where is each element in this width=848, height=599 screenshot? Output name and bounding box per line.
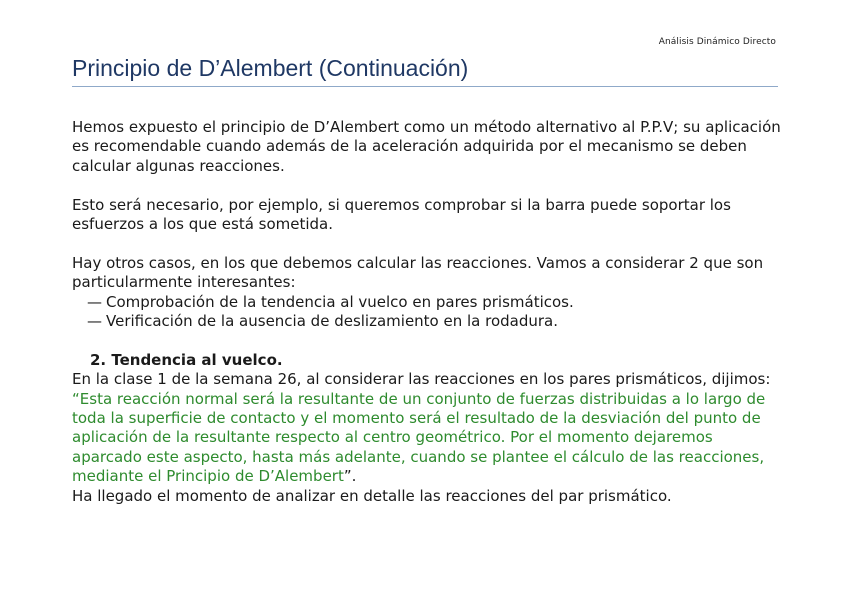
section-heading-text: 2. Tendencia al vuelco bbox=[90, 350, 277, 369]
section-heading bbox=[72, 351, 784, 370]
page-title: Principio de D’Alembert (Continuación) bbox=[72, 55, 469, 81]
paragraph-quote bbox=[72, 370, 784, 486]
paragraph-gap bbox=[72, 331, 784, 350]
quote-lead: En la clase 1 de la semana 26, al considerar las reacciones en los pares prismáticos, dijimos: bbox=[72, 370, 771, 389]
list-item bbox=[72, 312, 784, 331]
paragraph-gap bbox=[72, 234, 784, 253]
section-heading-end: . bbox=[276, 350, 283, 369]
paragraph-intro: Hemos expuesto el principio de D’Alembert como un método alternativo al P.P.V; su aplicación es recomendable cuando además de la aceleración adquirida por el mecanismo se deben calcular algunas reacciones. bbox=[72, 118, 781, 175]
header-label: Análisis Dinámico Directo bbox=[658, 37, 776, 47]
slide-body bbox=[72, 118, 784, 506]
list-dash: — bbox=[87, 292, 102, 311]
quote-close-mark: ”. bbox=[343, 467, 357, 486]
list-item bbox=[72, 293, 784, 312]
paragraph-other-cases: Hay otros casos, en los que debemos calcular las reacciones. Vamos a considerar 2 que son particularmente interesantes: bbox=[72, 253, 764, 292]
quoted-text: Esta reacción normal será la resultante de un conjunto de fuerzas distribuidas a lo largo de toda la superficie de contacto y el momento será el resultado de la desviación del punto de aplicación de la resultante respecto al centro geométrico. Por el momento dejaremos aparcado este aspecto, hasta más adelante, cuando se plantee el cálculo de las reacciones, mediante el Principio de D’Alembert bbox=[72, 389, 766, 486]
list-dash: — bbox=[87, 312, 102, 331]
paragraph-example: Esto será necesario, por ejemplo, si queremos comprobar si la barra puede soportar los esfuerzos a los que está sometida. bbox=[72, 195, 731, 234]
title-divider bbox=[72, 86, 778, 87]
quote-open-mark: “ bbox=[72, 389, 80, 408]
list-item-text: Verificación de la ausencia de deslizamiento en la rodadura. bbox=[106, 312, 559, 331]
list-item-text: Comprobación de la tendencia al vuelco en pares prismáticos. bbox=[106, 292, 574, 311]
paragraph-conclusion: Ha llegado el momento de analizar en detalle las reacciones del par prismático. bbox=[72, 486, 672, 505]
paragraph-gap bbox=[72, 176, 784, 195]
